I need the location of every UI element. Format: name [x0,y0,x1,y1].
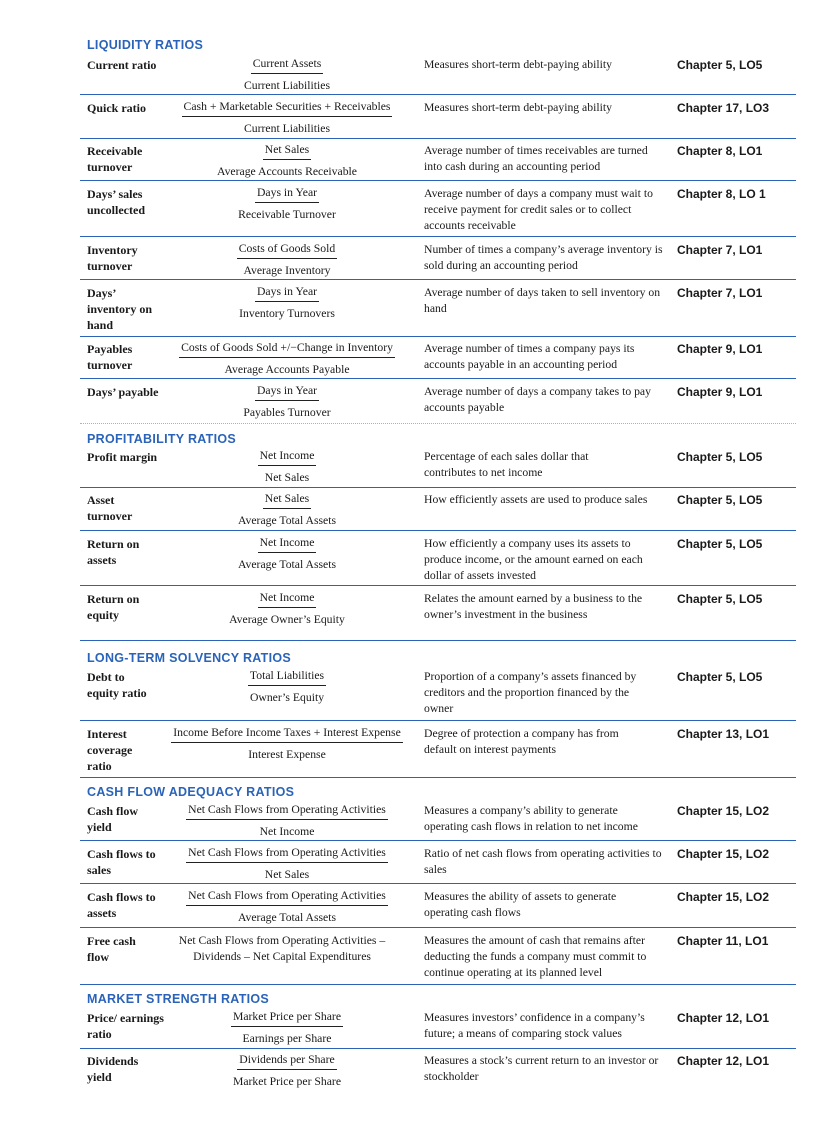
description: Measures a company’s ability to generate operating cash flows in relation to net income [424,804,638,833]
numerator: Costs of Goods Sold +/−Change in Inventory [179,341,395,358]
row-name: Cash flow yield [87,804,139,834]
row-divider [80,840,796,841]
description: Measures a stock’s current return to an investor or stockholder [424,1054,659,1083]
denominator: Market Price per Share [232,1075,342,1088]
denominator: Owner’s Equity [249,691,325,704]
denominator: Inventory Turnovers [239,307,335,320]
denominator: Net Sales [264,868,310,881]
formula-expression: Net Cash Flows from Operating Activities – Dividends – Net Capital Expenditures [178,934,386,963]
description: Degree of protection a company has from default on interest payments [424,727,619,756]
description: How efficiently assets are used to produce sales [424,493,648,506]
formula [166,242,408,278]
row-name: Interest coverage ratio [87,727,133,773]
description: Average number of days taken to sell inventory on hand [424,286,661,315]
formula [166,803,408,839]
formula [166,492,408,528]
description: Measures short-term debt-paying ability [424,101,612,114]
chapter-ref: Chapter 5, LO5 [677,493,763,507]
row-name: Days’ payable [87,385,159,399]
formula [166,591,408,627]
formula [166,57,408,93]
chapter-ref: Chapter 12, LO1 [677,1054,770,1068]
denominator: Current Liabilities [243,122,330,135]
row-name: Cash flows to assets [87,890,156,920]
numerator: Income Before Income Taxes + Interest Expense [171,726,403,743]
formula [166,933,398,965]
denominator: Interest Expense [248,748,326,761]
description: Average number of days a company must wait to receive payment for credit sales or to collect accounts receivable [424,187,653,232]
chapter-ref: Chapter 7, LO1 [677,243,763,257]
chapter-ref: Chapter 8, LO1 [677,144,763,158]
numerator: Total Liabilities [248,669,326,686]
formula [166,449,408,485]
chapter-ref: Chapter 17, LO3 [677,101,770,115]
formula [166,100,408,136]
row-divider [80,720,796,721]
row-divider [80,487,796,488]
chapter-ref: Chapter 5, LO5 [677,592,763,606]
description: Measures the amount of cash that remains after deducting the funds a company must commit to continue operating at its planned level [424,934,647,979]
formula [166,186,408,222]
numerator: Net Income [258,591,317,608]
chapter-ref: Chapter 8, LO 1 [677,187,766,201]
numerator: Net Income [258,449,317,466]
row-divider [80,1048,796,1049]
description: Measures the ability of assets to generate operating cash flows [424,890,617,919]
row-divider [80,279,796,280]
row-divider [80,585,796,586]
row-name: Payables turnover [87,342,133,372]
denominator: Average Total Assets [237,558,337,571]
row-name: Days’ sales uncollected [87,187,145,217]
formula [166,536,408,572]
formula [166,143,408,179]
row-divider [80,927,796,928]
row-name: Price/ earnings ratio [87,1011,164,1041]
denominator: Average Accounts Payable [224,363,350,376]
description: Measures short-term debt-paying ability [424,58,612,71]
description: Average number of times a company pays its accounts payable in an accounting period [424,342,635,371]
denominator: Payables Turnover [243,406,331,419]
row-divider [80,530,796,531]
row-name: Current ratio [87,58,157,72]
formula [166,1010,408,1046]
section-title-market-strength: MARKET STRENGTH RATIOS [87,992,270,1006]
numerator: Net Sales [263,143,311,160]
denominator: Current Liabilities [243,79,330,92]
denominator: Average Inventory [243,264,331,277]
formula [166,1053,408,1089]
denominator: Earnings per Share [242,1032,332,1045]
chapter-ref: Chapter 15, LO2 [677,847,770,861]
section-title-solvency: LONG-TERM SOLVENCY RATIOS [87,651,292,665]
section-divider [80,423,796,424]
formula [166,285,408,321]
row-divider [80,180,796,181]
description: How efficiently a company uses its assets to produce income, or the amount earned on each dollar of assets invested [424,537,643,582]
row-divider [80,94,796,95]
section-title-profitability: PROFITABILITY RATIOS [87,432,237,446]
numerator: Costs of Goods Sold [237,242,337,259]
numerator: Days in Year [255,384,319,401]
row-divider [80,378,796,379]
numerator: Cash + Marketable Securities + Receivables [182,100,393,117]
row-name: Quick ratio [87,101,146,115]
numerator: Market Price per Share [231,1010,343,1027]
formula [166,669,408,705]
row-name: Dividends yield [87,1054,139,1084]
numerator: Net Cash Flows from Operating Activities [186,803,388,820]
row-name: Return on equity [87,592,140,622]
numerator: Current Assets [251,57,324,74]
row-name: Inventory turnover [87,243,138,273]
chapter-ref: Chapter 15, LO2 [677,890,770,904]
numerator: Dividends per Share [237,1053,336,1070]
row-name: Asset turnover [87,493,133,523]
denominator: Average Accounts Receivable [217,165,357,178]
numerator: Days in Year [255,285,319,302]
formula [166,846,408,882]
numerator: Net Cash Flows from Operating Activities [186,889,388,906]
section-title-liquidity: LIQUIDITY RATIOS [87,38,204,52]
chapter-ref: Chapter 11, LO1 [677,934,769,948]
numerator: Net Income [258,536,317,553]
description: Percentage of each sales dollar that contributes to net income [424,450,589,479]
row-name: Profit margin [87,450,158,464]
chapter-ref: Chapter 5, LO5 [677,450,763,464]
description: Number of times a company’s average inventory is sold during an accounting period [424,243,663,272]
chapter-ref: Chapter 5, LO5 [677,537,763,551]
description: Average number of days a company takes to pay accounts payable [424,385,651,414]
row-name: Return on assets [87,537,140,567]
row-name: Receivable turnover [87,144,143,174]
section-title-cash-flow: CASH FLOW ADEQUACY RATIOS [87,785,295,799]
chapter-ref: Chapter 5, LO5 [677,58,763,72]
row-divider [80,236,796,237]
denominator: Net Sales [264,471,310,484]
row-divider [80,984,796,985]
description: Measures investors’ confidence in a company’s future; a means of comparing stock values [424,1011,645,1040]
chapter-ref: Chapter 12, LO1 [677,1011,770,1025]
chapter-ref: Chapter 15, LO2 [677,804,770,818]
description: Average number of times receivables are turned into cash during an accounting period [424,144,648,173]
description: Ratio of net cash flows from operating activities to sales [424,847,662,876]
numerator: Days in Year [255,186,319,203]
formula [166,726,408,762]
row-divider [80,777,796,778]
denominator: Average Total Assets [237,911,337,924]
denominator: Average Owner’s Equity [229,613,345,626]
formula [166,341,408,377]
row-name: Free cash flow [87,934,136,964]
denominator: Average Total Assets [237,514,337,527]
row-divider [80,138,796,139]
formula [166,889,408,925]
row-divider [80,640,796,641]
chapter-ref: Chapter 9, LO1 [677,385,763,399]
numerator: Net Sales [263,492,311,509]
row-name: Cash flows to sales [87,847,156,877]
row-name: Debt to equity ratio [87,670,147,700]
formula [166,384,408,420]
denominator: Receivable Turnover [238,208,336,221]
chapter-ref: Chapter 5, LO5 [677,670,763,684]
row-divider [80,883,796,884]
chapter-ref: Chapter 13, LO1 [677,727,770,741]
denominator: Net Income [259,825,315,838]
description: Proportion of a company’s assets financed by creditors and the proportion financed by the owner [424,670,637,715]
description: Relates the amount earned by a business to the owner’s investment in the business [424,592,643,621]
row-name: Days’ inventory on hand [87,286,153,332]
numerator: Net Cash Flows from Operating Activities [186,846,388,863]
chapter-ref: Chapter 7, LO1 [677,286,763,300]
chapter-ref: Chapter 9, LO1 [677,342,763,356]
row-divider [80,336,796,337]
